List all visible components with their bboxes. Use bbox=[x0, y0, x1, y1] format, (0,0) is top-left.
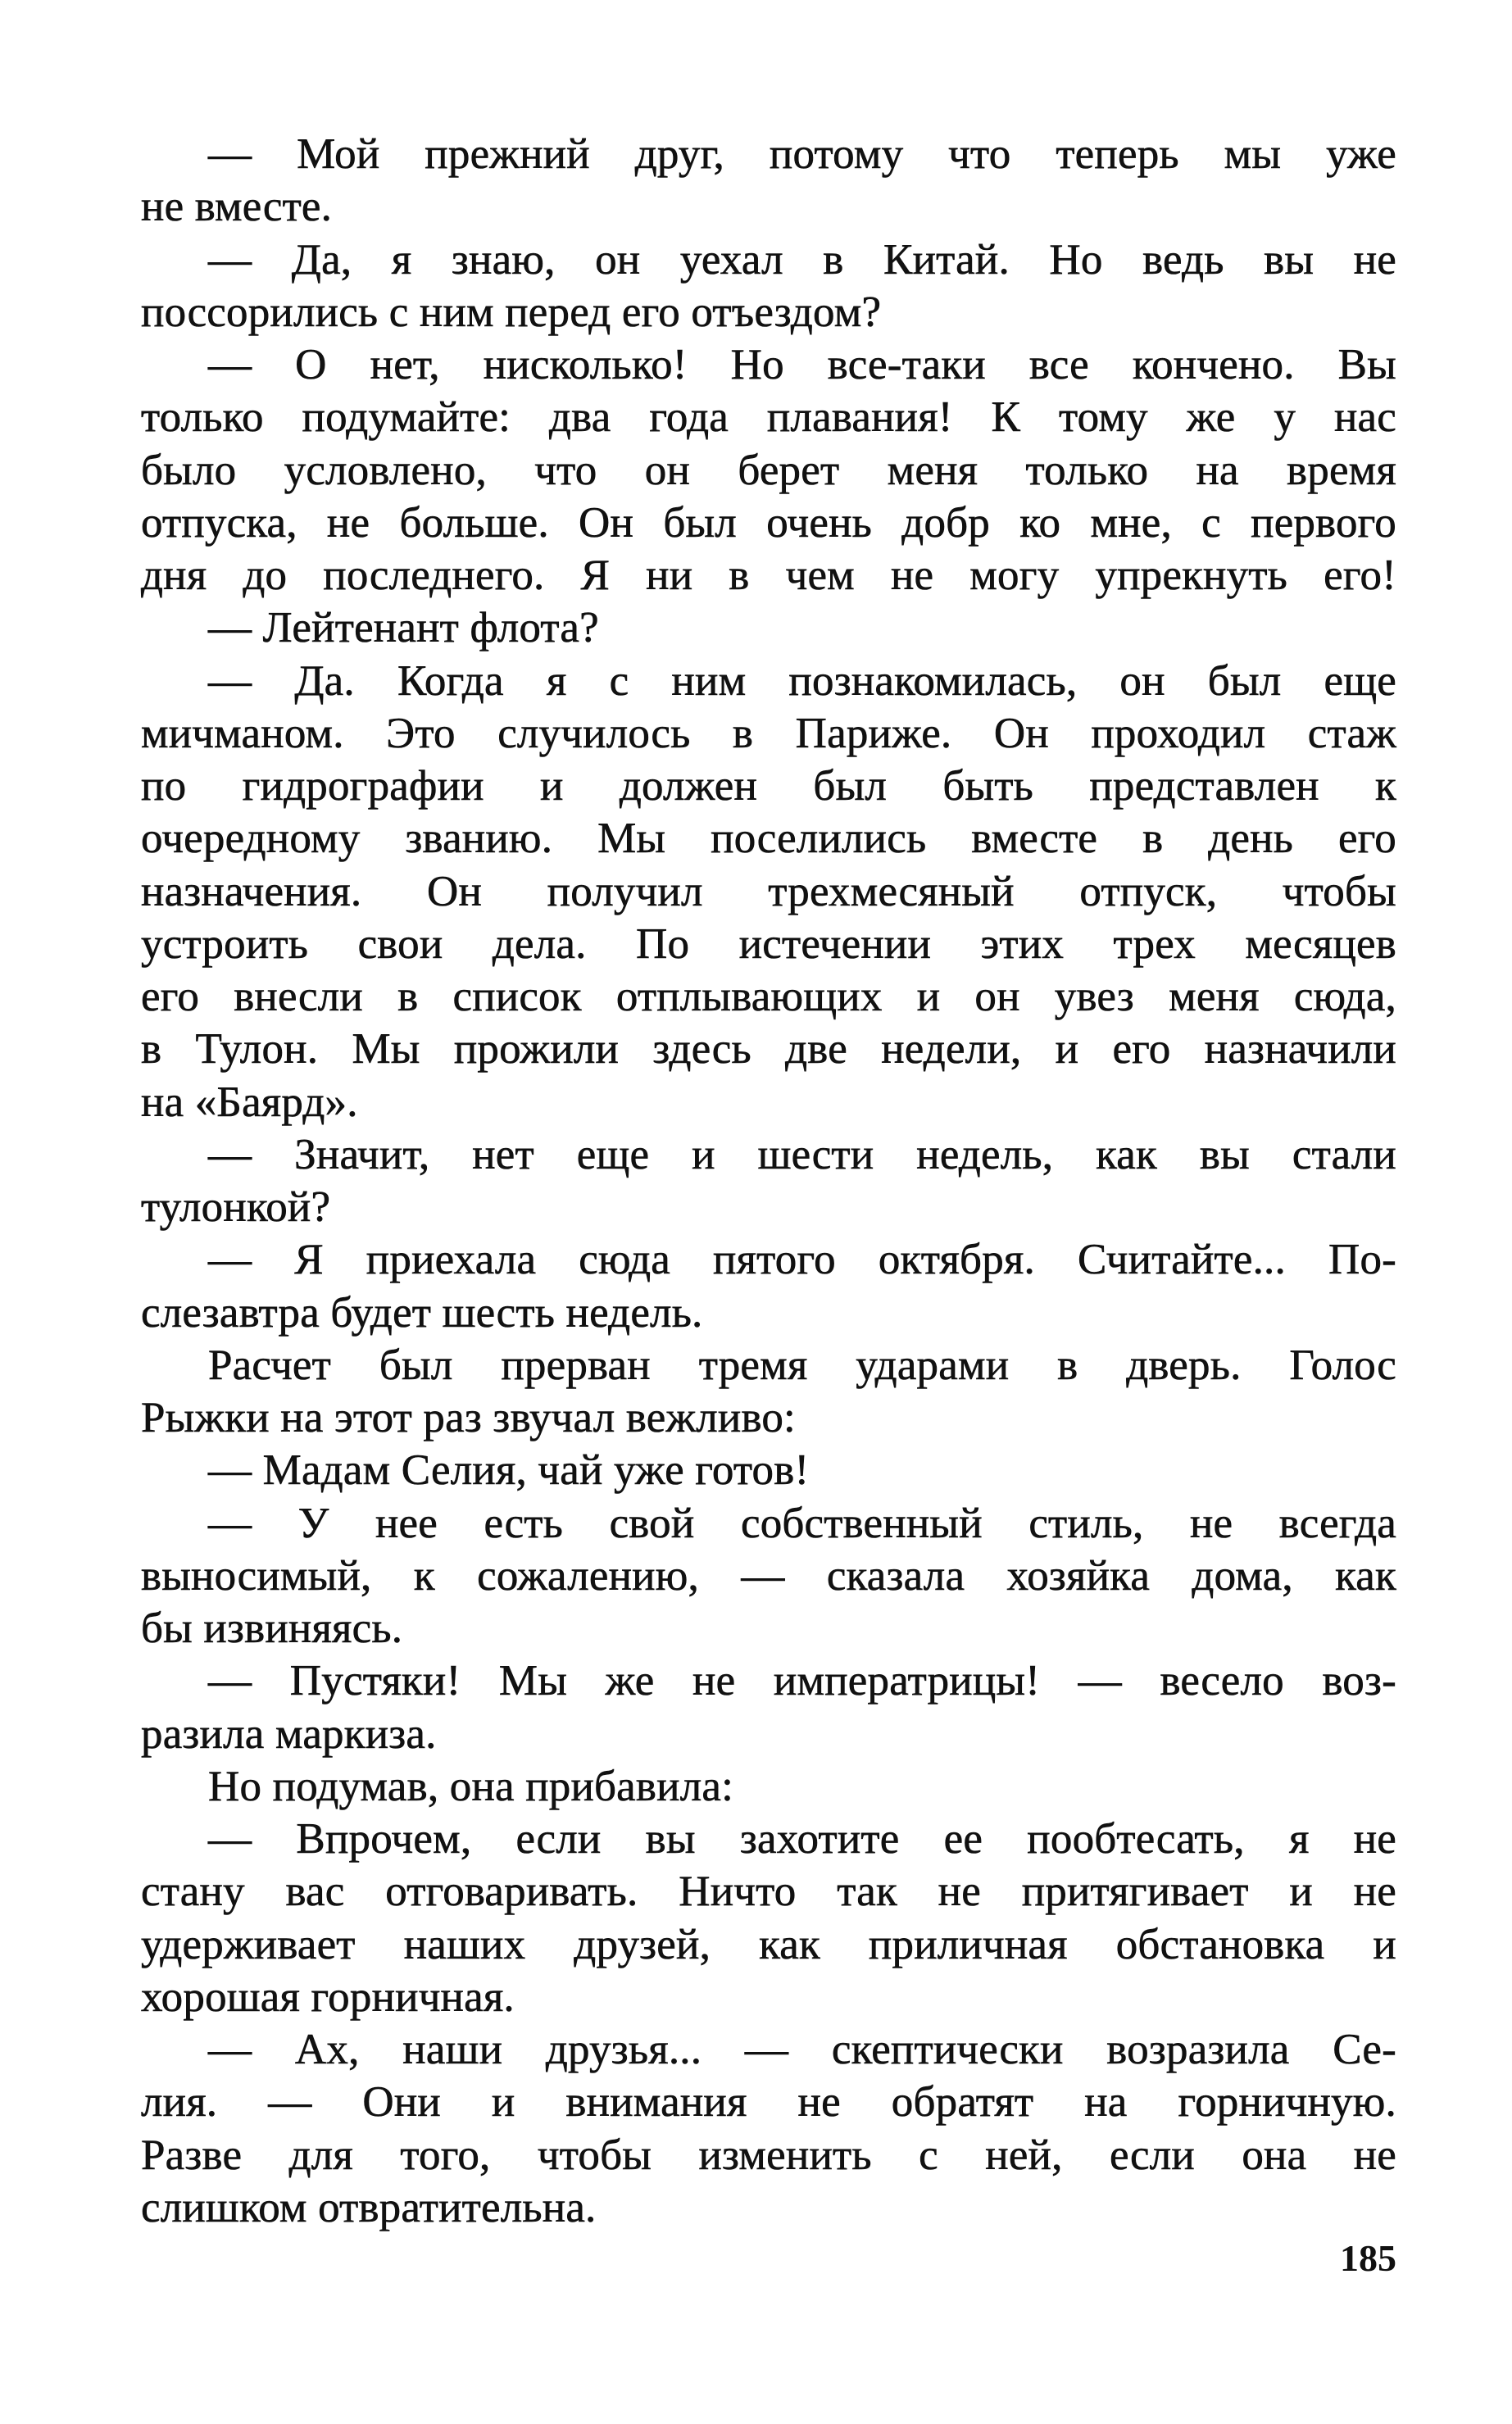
body-text bbox=[141, 128, 1396, 2234]
text-line: Расчет был прерван тремя ударами в дверь. Голос bbox=[208, 1341, 1396, 1389]
text-line: дня до последнего. Я ни в чем не могу упрекнуть его! bbox=[141, 552, 1396, 599]
text-line: — Мадам Селия, чай уже готов! bbox=[208, 1446, 810, 1495]
text-line: слишком отвратительна. bbox=[141, 2183, 597, 2231]
text-line: очередному званию. Мы поселились вместе в день его bbox=[141, 815, 1396, 863]
text-line: — О нет, нисколько! Но все-таки все кончено. Вы bbox=[208, 341, 1396, 388]
text-line: лия. — Они и внимания не обратят на горничную. bbox=[141, 2078, 1396, 2127]
text-line: хорошая горничная. bbox=[141, 1972, 515, 2021]
text-line: отпуска, не больше. Он был очень добр ко мне, с первого bbox=[141, 498, 1396, 547]
text-line: выносимый, к сожалению, — сказала хозяйка дома, как bbox=[141, 1551, 1396, 1600]
text-line: его внесли в список отплывающих и он увез меня сюда, bbox=[141, 973, 1396, 1020]
page-number: 185 bbox=[1340, 2237, 1396, 2279]
text-line: поссорились с ним перед его отъездом? bbox=[141, 288, 882, 336]
text-line: мичманом. Это случилось в Париже. Он проходил стаж bbox=[141, 709, 1396, 757]
text-line: — Пустяки! Мы же не императрицы! — весело воз- bbox=[208, 1657, 1396, 1705]
text-line: — Значит, нет еще и шести недель, как вы стали bbox=[208, 1130, 1396, 1178]
text-line: Разве для того, чтобы изменить с ней, если она не bbox=[141, 2131, 1396, 2179]
text-line: стану вас отговаривать. Ничто так не притягивает и не bbox=[141, 1868, 1396, 1916]
text-line: — Мой прежний друг, потому что теперь мы уже bbox=[208, 130, 1396, 178]
text-line: не вместе. bbox=[141, 183, 333, 231]
text-line: бы извиняясь. bbox=[141, 1605, 403, 1652]
text-line: было условлено, что он берет меня только на время bbox=[141, 446, 1396, 494]
text-line: — Я приехала сюда пятого октября. Считайте... По- bbox=[208, 1236, 1396, 1284]
text-line: на «Баярд». bbox=[141, 1078, 358, 1126]
text-line: — Ах, наши друзья... — скептически возразила Се- bbox=[208, 2026, 1396, 2073]
text-line: назначения. Он получил трехмесяный отпуск, чтобы bbox=[141, 867, 1396, 915]
text-line: — У нее есть свой собственный стиль, не всегда bbox=[208, 1499, 1396, 1547]
text-line: — Лейтенант флота? bbox=[208, 604, 599, 652]
text-line: тулонкой? bbox=[141, 1183, 331, 1231]
text-line: удерживает наших друзей, как приличная обстановка и bbox=[141, 1920, 1396, 1968]
text-line: только подумайте: два года плавания! К тому же у нас bbox=[141, 393, 1396, 442]
text-line: по гидрографии и должен был быть представлен к bbox=[141, 762, 1396, 810]
text-line: Рыжки на этот раз звучал вежливо: bbox=[141, 1394, 796, 1441]
text-line: разила маркиза. bbox=[141, 1709, 437, 1758]
text-line: — Да. Когда я с ним познакомилась, он был еще bbox=[208, 656, 1396, 705]
text-line: — Впрочем, если вы захотите ее пообтесать, я не bbox=[208, 1815, 1396, 1863]
text-line: слезавтра будет шесть недель. bbox=[141, 1288, 703, 1337]
text-line: устроить свои дела. По истечении этих трех месяцев bbox=[141, 919, 1396, 968]
text-line: — Да, я знаю, он уехал в Китай. Но ведь вы не bbox=[208, 235, 1396, 284]
text-line: в Тулон. Мы прожили здесь две недели, и его назначили bbox=[141, 1025, 1396, 1074]
text-line: Но подумав, она прибавила: bbox=[208, 1762, 733, 1810]
